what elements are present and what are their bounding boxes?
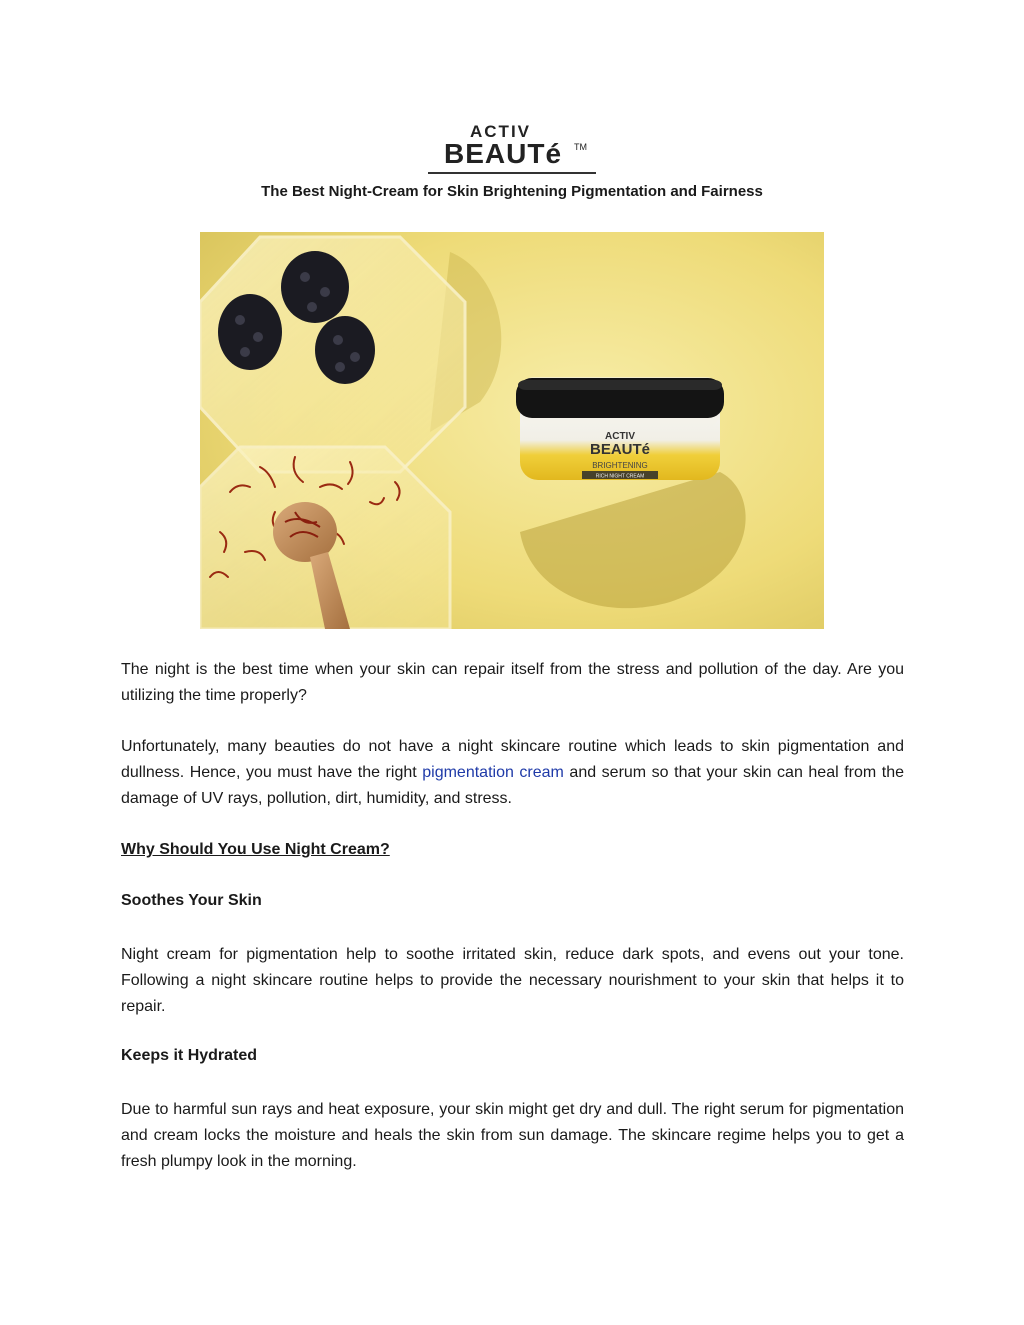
hydrated-paragraph: Due to harmful sun rays and heat exposure, your skin might get dry and dull. The right serum for pigmentation and cream locks the moisture and heals the skin from sun damage. The skincare regime helps you to get a fresh plumpy look in the morning. xyxy=(121,1101,904,1170)
jar-product: BRIGHTENING xyxy=(592,461,648,470)
logo-top-text: ACTIV xyxy=(470,122,531,141)
jar-brand-top: ACTIV xyxy=(605,431,635,442)
section-heading-why: Why Should You Use Night Cream? xyxy=(121,841,390,858)
hero-illustration xyxy=(200,232,824,629)
cream-jar xyxy=(516,377,724,480)
routine-paragraph xyxy=(121,734,904,812)
subheading-hydrated: Keeps it Hydrated xyxy=(121,1047,258,1064)
page-title: The Best Night-Cream for Skin Brightening Pigmentation and Fairness xyxy=(261,183,763,200)
logo-main-text: BEAUTé xyxy=(444,138,563,169)
brand-logo xyxy=(428,122,598,178)
jar-brand-main: BEAUTé xyxy=(589,441,651,458)
soothes-paragraph: Night cream for pigmentation help to soothe irritated skin, reduce dark spots, and evens out your tone. Following a night skincare routine helps to provide the necessary nourishment to your skin that helps it to repair. xyxy=(121,946,904,1015)
logo-tm: TM xyxy=(574,142,587,152)
subheading-soothes: Soothes Your Skin xyxy=(121,892,262,909)
logo-underline xyxy=(428,172,596,174)
hero-image xyxy=(200,232,824,629)
routine-text-after: and serum so that your skin can heal from the damage of UV rays, pollution, dirt, humidity, and stress. xyxy=(121,764,904,807)
pigmentation-cream-link[interactable]: pigmentation cream xyxy=(422,764,564,781)
jar-sub: RICH NIGHT CREAM xyxy=(595,473,645,480)
intro-paragraph: The night is the best time when your skin can repair itself from the stress and pollution of the day. Are you utilizing the time properly? xyxy=(121,661,904,704)
routine-text-before: Unfortunately, many beauties do not have a night skincare routine which leads to skin pigmentation and dullness. Hence, you must have the right xyxy=(121,738,904,781)
